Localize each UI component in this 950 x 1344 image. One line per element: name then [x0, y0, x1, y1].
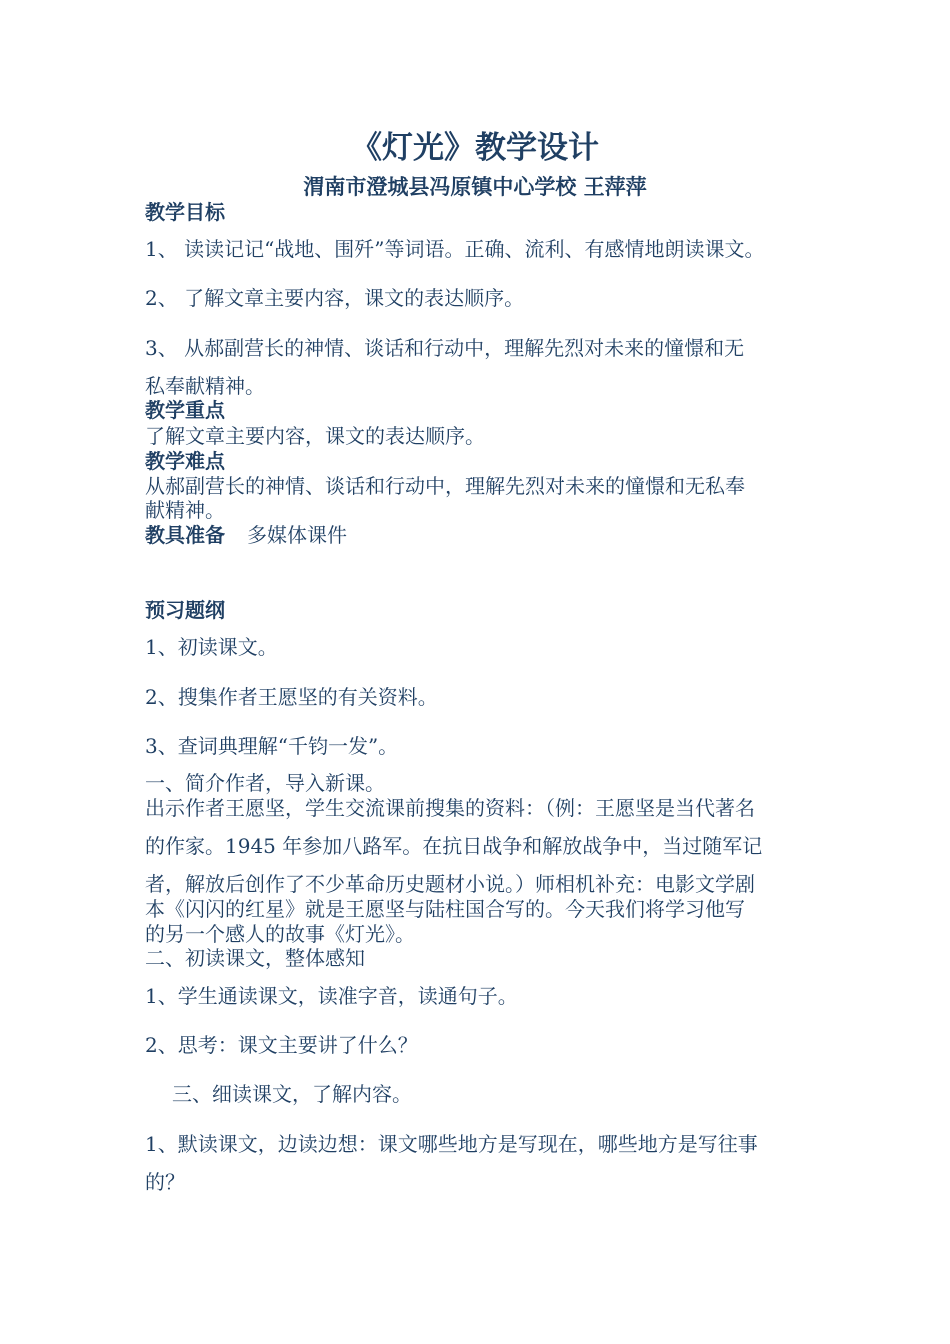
difficulty-heading: 教学难点 [145, 449, 225, 473]
goal-item-3: 3、 从郝副营长的神情、谈话和行动中，理解先烈对未来的憧憬和无 [145, 336, 745, 360]
author-line: 渭南市澄城县冯原镇中心学校 王萍萍 [303, 175, 647, 199]
process-line-7: 二、初读课文，整体感知 [145, 946, 365, 970]
difficulty-text-line-2: 献精神。 [145, 498, 225, 522]
key-point-heading: 教学重点 [145, 398, 225, 422]
preview-item-3: 3、查词典理解“千钧一发”。 [145, 734, 399, 758]
goal-item-3-continued: 私奉献精神。 [145, 374, 265, 398]
process-line-1: 一、简介作者，导入新课。 [145, 771, 385, 795]
process-line-11: 1、默读课文，边读边想：课文哪些地方是写现在，哪些地方是写往事 [145, 1132, 758, 1156]
process-line-5: 本《闪闪的红星》就是王愿坚与陆柱国合写的。今天我们将学习他写 [145, 897, 745, 921]
process-line-8: 1、学生通读课文，读准字音，读通句子。 [145, 984, 518, 1008]
preview-item-2: 2、搜集作者王愿坚的有关资料。 [145, 685, 438, 709]
process-line-10: 三、细读课文，了解内容。 [172, 1082, 412, 1106]
process-line-2: 出示作者王愿坚，学生交流课前搜集的资料：（例：王愿坚是当代著名 [145, 796, 755, 820]
goals-heading: 教学目标 [145, 200, 225, 224]
preview-item-1: 1、初读课文。 [145, 635, 278, 659]
process-line-12: 的？ [145, 1170, 185, 1194]
difficulty-text-line-1: 从郝副营长的神情、谈话和行动中，理解先烈对未来的憧憬和无私奉 [145, 474, 745, 498]
process-line-9: 2、思考：课文主要讲了什么？ [145, 1033, 418, 1057]
goal-item-2: 2、 了解文章主要内容，课文的表达顺序。 [145, 286, 525, 310]
tools-value: 多媒体课件 [247, 523, 347, 547]
key-point-text: 了解文章主要内容，课文的表达顺序。 [145, 424, 485, 448]
tools-heading [145, 522, 347, 548]
document-title: 《灯光》教学设计 [351, 130, 599, 166]
goal-item-1: 1、 读读记记“战地、围歼”等词语。正确、流利、有感情地朗读课文。 [145, 237, 765, 261]
tools-label: 教具准备 [145, 523, 225, 547]
preview-heading: 预习题纲 [145, 598, 225, 622]
process-line-6: 的另一个感人的故事《灯光》。 [145, 922, 415, 946]
process-line-4: 者，解放后创作了不少革命历史题材小说。）师相机补充：电影文学剧 [145, 872, 755, 896]
process-line-3: 的作家。1945 年参加八路军。在抗日战争和解放战争中，当过随军记 [145, 834, 763, 858]
